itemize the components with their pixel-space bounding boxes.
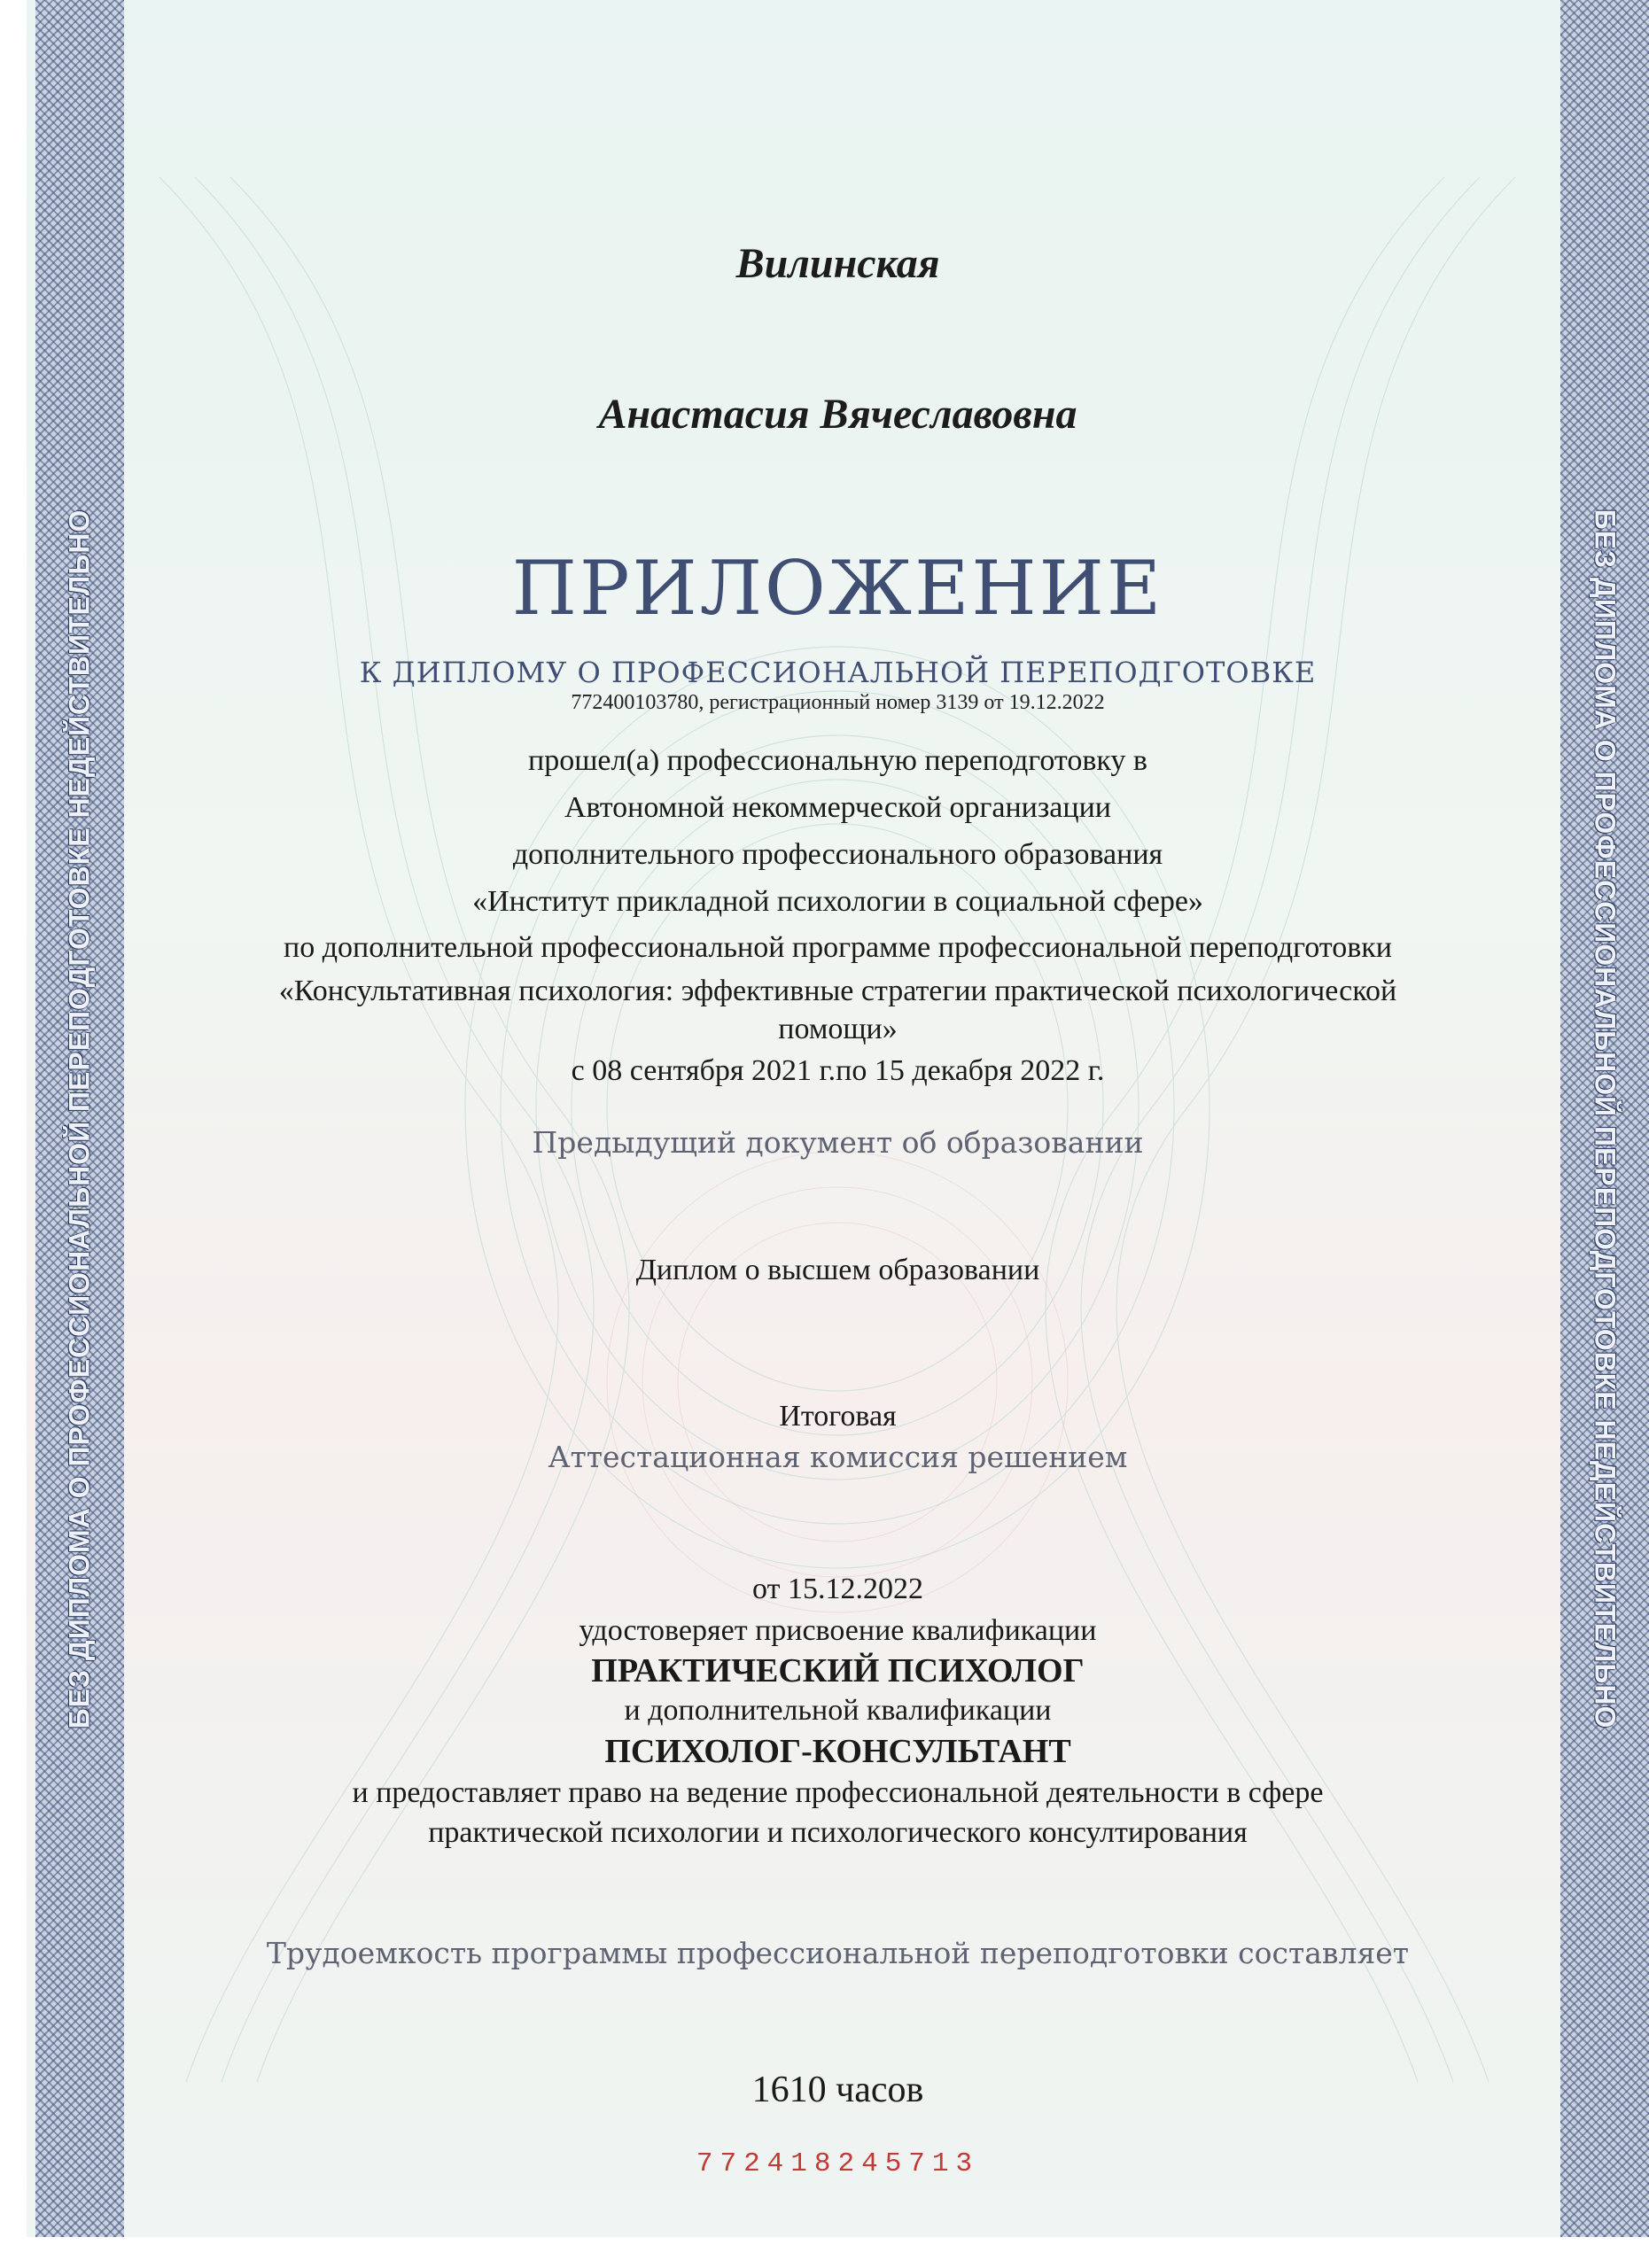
holder-given-names: Анастасия Вячеславовна — [598, 391, 1077, 438]
commission-date: от 15.12.2022 — [752, 1573, 923, 1605]
workload-value: 1610 часов — [751, 2070, 924, 2110]
left-border-text: БЕЗ ДИПЛОМА О ПРОФЕССИОНАЛЬНОЙ ПЕРЕПОДГОТОВКЕ НЕДЕЙСТВИТЕЛЬНО — [63, 509, 96, 1728]
program-name-line-2: помощи» — [778, 1013, 898, 1045]
holder-surname: Вилинская — [735, 240, 940, 287]
certifies-line: удостоверяет присвоение квалификации — [579, 1614, 1097, 1647]
program-name-line-1: «Консультативная психология: эффективные стратегии практической психологической — [278, 975, 1397, 1007]
page-subtitle: К ДИПЛОМУ О ПРОФЕССИОНАЛЬНОЙ ПЕРЕПОДГОТОВКЕ — [359, 656, 1317, 689]
training-line-5: по дополнительной профессиональной программе профессиональной переподготовки — [284, 931, 1392, 964]
right-border-text: БЕЗ ДИПЛОМА О ПРОФЕССИОНАЛЬНОЙ ПЕРЕПОДГОТОВКЕ НЕДЕЙСТВИТЕЛЬНО — [1589, 509, 1622, 1728]
previous-education-label: Предыдущий документ об образовании — [532, 1125, 1144, 1160]
previous-education-value: Диплом о высшем образовании — [635, 1254, 1040, 1286]
qualification: ПРАКТИЧЕСКИЙ ПСИХОЛОГ — [591, 1652, 1085, 1689]
rights-line-1: и предоставляет право на ведение профессиональной деятельности в сфере — [352, 1776, 1324, 1809]
training-line-1: прошел(а) профессиональную переподготовку в — [528, 744, 1147, 777]
diploma-content — [27, 0, 1649, 2237]
commission-label: Аттестационная комиссия решением — [548, 1440, 1128, 1474]
training-line-2: Автономной некоммерческой организации — [564, 791, 1111, 824]
rights-line-2: практической психологии и психологического консултирования — [428, 1816, 1248, 1849]
institution-name: «Институт прикладной психологии в социальной сфере» — [472, 885, 1203, 918]
commission-word: Итоговая — [779, 1400, 897, 1433]
page-title: ПРИЛОЖЕНИЕ — [511, 545, 1164, 632]
training-period: с 08 сентября 2021 г.по 15 декабря 2022 г. — [571, 1054, 1105, 1087]
additional-qualification: ПСИХОЛОГ-КОНСУЛЬТАНТ — [604, 1733, 1071, 1770]
serial-number: 772418245713 — [696, 2148, 980, 2179]
training-line-3: дополнительного профессионального образования — [512, 838, 1163, 871]
additional-qualification-label: и дополнительной квалификации — [624, 1694, 1052, 1727]
registration-line: 772400103780, регистрационный номер 3139 от 19.12.2022 — [571, 691, 1105, 714]
workload-label: Трудоемкость программы профессиональной переподготовки составляет — [266, 1936, 1410, 1970]
